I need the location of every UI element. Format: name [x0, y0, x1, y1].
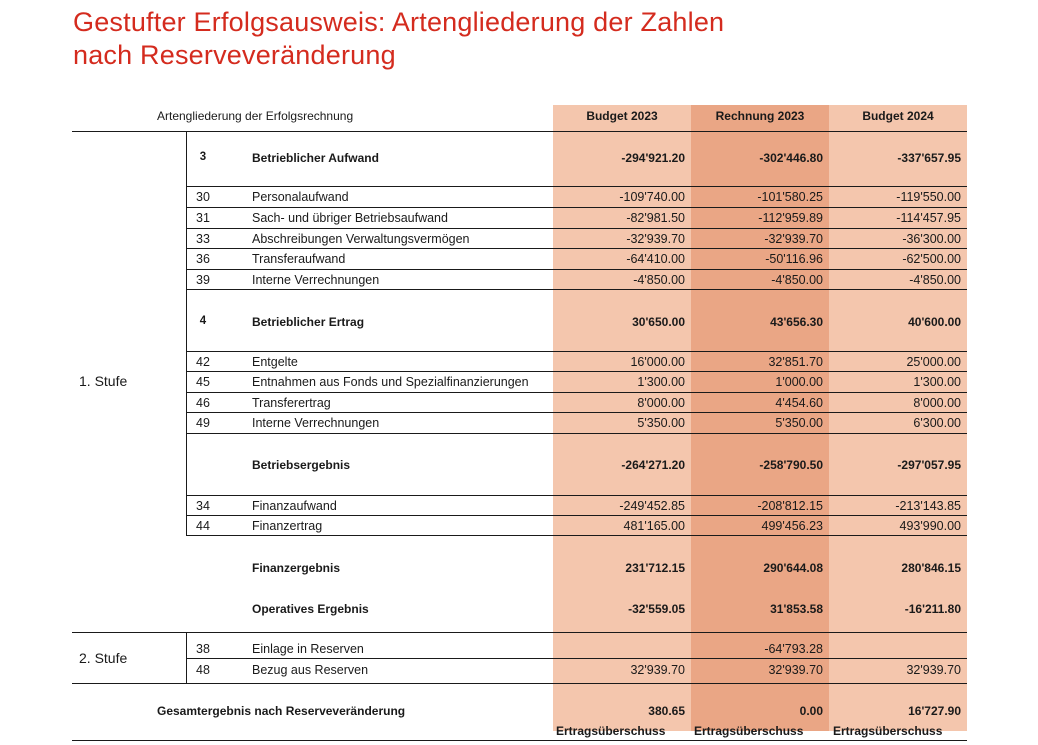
table-row [0, 660, 1038, 680]
value-budget-2024: -119'550.00 [896, 190, 961, 204]
value-budget-2024: -16'211.80 [904, 602, 961, 616]
row-code: 31 [196, 211, 210, 225]
value-rechnung-2023: -258'790.50 [759, 458, 823, 472]
total-row [0, 701, 1038, 721]
row-label: Finanzergebnis [252, 561, 341, 575]
column-header-rechnung-2023: Rechnung 2023 [715, 109, 805, 123]
value-budget-2023: 481'165.00 [623, 519, 685, 533]
total-budget-2023: 380.65 [648, 704, 685, 718]
total-top-rule [72, 683, 967, 684]
result-note-budget-2024: Ertragsüberschuss [833, 724, 943, 738]
row-code: 34 [196, 499, 210, 513]
row-label: Interne Verrechnungen [252, 273, 380, 287]
bottom-rule [72, 740, 967, 741]
total-label: Gesamtergebnis nach Reserveveränderung [157, 704, 406, 718]
row-code: 48 [196, 663, 210, 677]
table-row [0, 187, 1038, 207]
table-row [0, 413, 1038, 433]
total-rechnung-2023: 0.00 [799, 704, 823, 718]
table-row [0, 639, 1038, 659]
stage-divider-rule [72, 632, 967, 633]
value-rechnung-2023: 32'939.70 [768, 663, 823, 677]
table-row [0, 558, 1038, 578]
value-budget-2023: 32'939.70 [630, 663, 685, 677]
stage-1-label: 1. Stufe [79, 373, 128, 389]
value-budget-2024: 40'600.00 [908, 315, 961, 329]
row-code: 42 [196, 355, 210, 369]
row-code: 38 [196, 642, 210, 656]
value-budget-2023: 1'300.00 [637, 375, 685, 389]
value-budget-2024: -297'057.95 [897, 458, 961, 472]
value-budget-2024: 1'300.00 [913, 375, 961, 389]
value-budget-2023: -264'271.20 [621, 458, 685, 472]
row-code: 44 [196, 519, 210, 533]
value-budget-2023: 8'000.00 [637, 396, 685, 410]
value-budget-2023: -32'559.05 [628, 602, 685, 616]
table-row [0, 372, 1038, 392]
table-row [0, 455, 1038, 475]
value-budget-2024: -213'143.85 [895, 499, 961, 513]
value-budget-2023: 16'000.00 [630, 355, 685, 369]
row-label: Abschreibungen Verwaltungsvermögen [252, 232, 470, 246]
value-budget-2023: -109'740.00 [619, 190, 685, 204]
value-rechnung-2023: -302'446.80 [759, 151, 823, 165]
value-budget-2023: -294'921.20 [621, 151, 685, 165]
row-label: Finanzaufwand [252, 499, 337, 513]
column-header-budget-2023: Budget 2023 [586, 109, 658, 123]
value-budget-2023: 5'350.00 [637, 416, 685, 430]
value-budget-2023: -64'410.00 [626, 252, 685, 266]
value-budget-2024: 25'000.00 [906, 355, 961, 369]
row-code: 33 [196, 232, 210, 246]
row-code: 45 [196, 375, 210, 389]
value-budget-2024: -62'500.00 [902, 252, 961, 266]
row-label: Sach- und übriger Betriebsaufwand [252, 211, 448, 225]
total-budget-2024: 16'727.90 [908, 704, 961, 718]
table-row [0, 393, 1038, 413]
table-row [0, 352, 1038, 372]
row-label: Betriebsergebnis [252, 458, 351, 472]
row-label: Betrieblicher Aufwand [252, 151, 379, 165]
row-code: 3 [199, 151, 207, 163]
value-rechnung-2023: 5'350.00 [775, 416, 823, 430]
value-rechnung-2023: -32'939.70 [764, 232, 823, 246]
table-row [0, 599, 1038, 619]
value-budget-2024: 6'300.00 [913, 416, 961, 430]
value-budget-2024: 8'000.00 [913, 396, 961, 410]
table-row [0, 312, 1038, 332]
table-row [0, 496, 1038, 516]
value-budget-2023: 30'650.00 [632, 315, 685, 329]
row-label: Entnahmen aus Fonds und Spezialfinanzierungen [252, 375, 529, 389]
value-budget-2024: -4'850.00 [909, 273, 961, 287]
title-line-1: Gestufter Erfolgsausweis: Artengliederung der Zahlen [73, 7, 725, 37]
value-rechnung-2023: -112'959.89 [758, 211, 823, 225]
row-label: Transferertrag [252, 396, 331, 410]
value-budget-2024: 32'939.70 [906, 663, 961, 677]
value-rechnung-2023: 290'644.08 [763, 561, 823, 575]
header-rule [72, 131, 967, 132]
value-budget-2023: -82'981.50 [626, 211, 685, 225]
value-budget-2023: -32'939.70 [626, 232, 685, 246]
value-rechnung-2023: -101'580.25 [757, 190, 823, 204]
result-note-rechnung-2023: Ertragsüberschuss [694, 724, 804, 738]
row-label: Operatives Ergebnis [252, 602, 369, 616]
row-label: Finanzertrag [252, 519, 323, 533]
row-code: 49 [196, 416, 210, 430]
row-label: Personalaufwand [252, 190, 349, 204]
row-label: Betrieblicher Ertrag [252, 315, 365, 329]
value-budget-2024: -337'657.95 [897, 151, 961, 165]
row-code: 30 [196, 190, 210, 204]
value-rechnung-2023: 32'851.70 [768, 355, 823, 369]
value-rechnung-2023: 4'454.60 [775, 396, 823, 410]
row-label: Einlage in Reserven [252, 642, 364, 656]
result-note-budget-2023: Ertragsüberschuss [556, 724, 666, 738]
row-label: Entgelte [252, 355, 298, 369]
table-row [0, 229, 1038, 249]
value-rechnung-2023: -64'793.28 [764, 642, 823, 656]
value-budget-2024: 280'846.15 [901, 561, 961, 575]
value-rechnung-2023: -4'850.00 [771, 273, 823, 287]
value-rechnung-2023: 1'000.00 [775, 375, 823, 389]
value-rechnung-2023: 31'853.58 [770, 602, 823, 616]
table-row [0, 270, 1038, 290]
value-budget-2023: -4'850.00 [633, 273, 685, 287]
table-row [0, 208, 1038, 228]
value-budget-2024: -114'457.95 [896, 211, 961, 225]
table-row [0, 516, 1038, 536]
table-row [0, 148, 1038, 168]
value-budget-2024: -36'300.00 [902, 232, 961, 246]
row-code: 4 [199, 315, 207, 327]
row-label: Bezug aus Reserven [252, 663, 369, 677]
page-title [73, 6, 973, 72]
value-budget-2023: 231'712.15 [625, 561, 685, 575]
row-code: 39 [196, 273, 210, 287]
column-header-budget-2024: Budget 2024 [862, 109, 934, 123]
value-rechnung-2023: -50'116.96 [765, 252, 823, 266]
title-line-2: nach Reserveveränderung [73, 40, 396, 70]
value-budget-2024: 493'990.00 [899, 519, 961, 533]
table-row [0, 249, 1038, 269]
stage-2-label: 2. Stufe [79, 650, 128, 666]
value-rechnung-2023: -208'812.15 [757, 499, 823, 513]
row-label: Interne Verrechnungen [252, 416, 380, 430]
row-rule [186, 433, 967, 434]
table-header-label: Artengliederung der Erfolgsrechnung [157, 109, 354, 123]
row-code: 46 [196, 396, 210, 410]
row-code: 36 [196, 252, 210, 266]
value-rechnung-2023: 499'456.23 [761, 519, 823, 533]
value-rechnung-2023: 43'656.30 [770, 315, 823, 329]
row-label: Transferaufwand [252, 252, 346, 266]
value-budget-2023: -249'452.85 [619, 499, 685, 513]
